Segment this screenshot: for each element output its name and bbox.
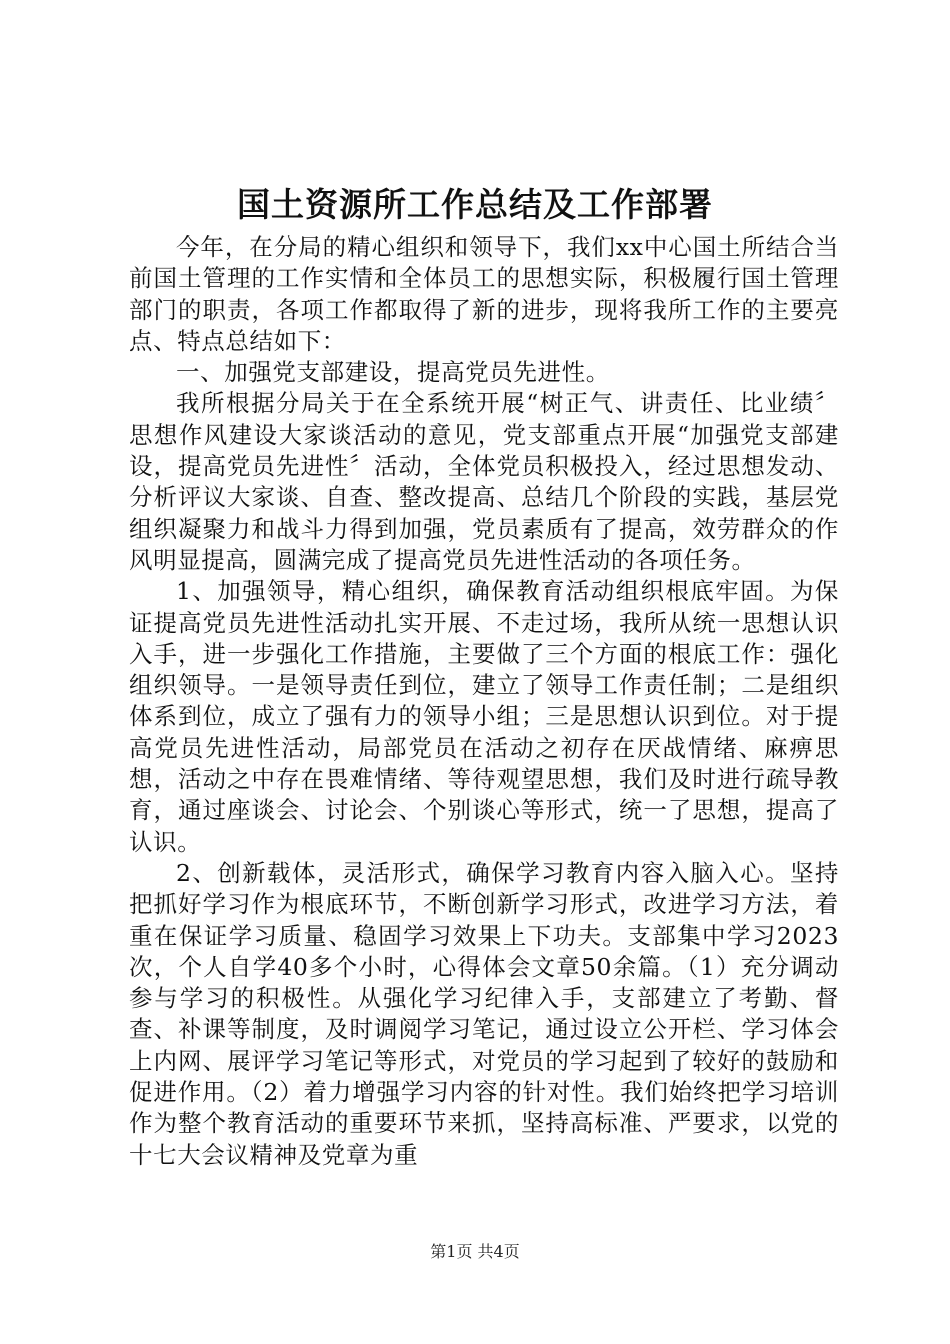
page-number-footer: 第1页 共4页 [430,1242,520,1261]
item-2-paragraph: 2、创新载体，灵活形式，确保学习教育内容入脑入心。坚持把抓好学习作为根底环节，不断创新学习形式，改进学习方法，着重在保证学习质量、稳固学习效果上下功夫。支部集中学习2023次，个人自学40多个小时，心得体会文章50余篇。（1）充分调动参与学习的积极性。从强化学习纪律入手，支部建立了考勤、督查、补课等制度，及时调阅学习笔记，通过设立公开栏、学习体会上内网、展评学习笔记等形式，对党员的学习起到了较好的鼓励和促进作用。（2）着力增强学习内容的针对性。我们始终把学习培训作为整个教育活动的重要环节来抓，坚持高标准、严要求，以党的十七大会议精神及党章为重 [129,858,839,1169]
document-body [129,232,839,1171]
section-1-paragraph: 我所根据分局关于在全系统开展“树正气、讲责任、比业绩〞思想作风建设大家谈活动的意见，党支部重点开展“加强党支部建设，提高党员先进性〞活动，全体党员积极投入，经过思想发动、分析评议大家谈、自查、整改提高、总结几个阶段的实践，基层党组织凝聚力和战斗力得到加强，党员素质有了提高，效劳群众的作风明显提高，圆满完成了提高党员先进性活动的各项任务。 [129,389,839,574]
document-title: 国土资源所工作总结及工作部署 [237,185,713,224]
intro-paragraph: 今年，在分局的精心组织和领导下，我们xx中心国土所结合当前国土管理的工作实情和全体员工的思想实际，积极履行国土管理部门的职责，各项工作都取得了新的进步，现将我所工作的主要亮点、特点总结如下： [129,233,839,355]
item-1-paragraph: 1、加强领导，精心组织，确保教育活动组织根底牢固。为保证提高党员先进性活动扎实开展、不走过场，我所从统一思想认识入手，进一步强化工作措施，主要做了三个方面的根底工作：强化组织领导。一是领导责任到位，建立了领导工作责任制；二是组织体系到位，成立了强有力的领导小组；三是思想认识到位。对于提高党员先进性活动，局部党员在活动之初存在厌战情绪、麻痹思想，活动之中存在畏难情绪、等待观望思想，我们及时进行疏导教育，通过座谈会、讨论会、个别谈心等形式，统一了思想，提高了认识。 [129,577,839,856]
section-heading-1: 一、加强党支部建设，提高党员先进性。 [176,358,610,387]
